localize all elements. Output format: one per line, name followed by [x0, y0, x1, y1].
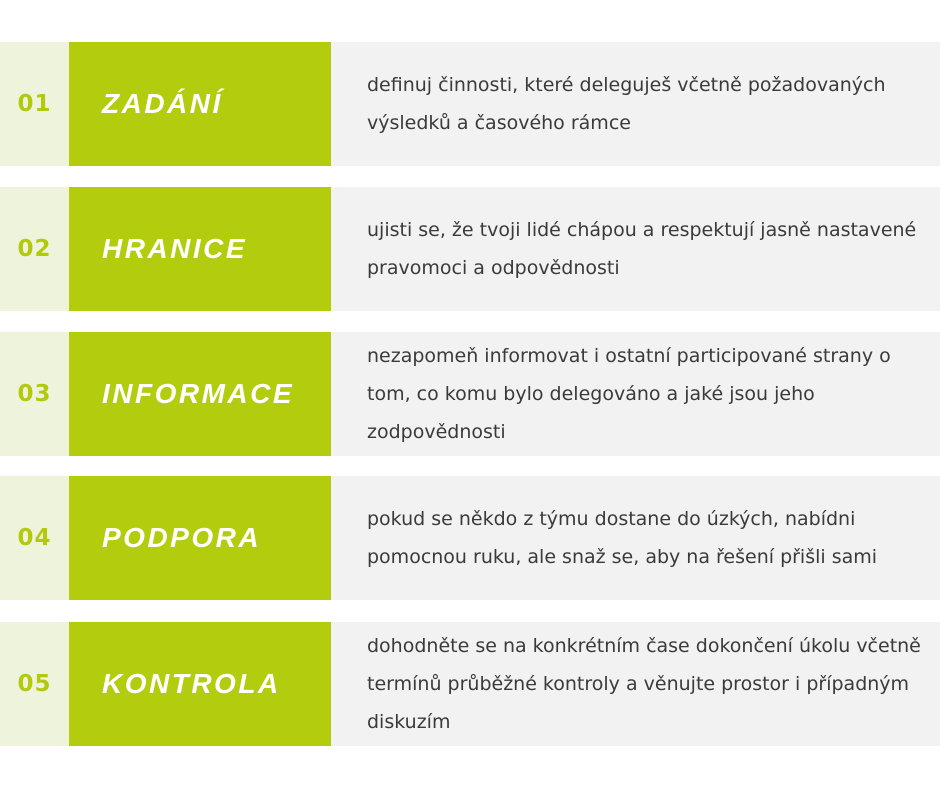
step-description-text: nezapomeň informovat i ostatní participované strany o tom, co komu bylo delegováno a jaké jsou jeho zodpovědnosti: [367, 345, 891, 443]
step-description-text: definuj činnosti, které deleguješ včetně požadovaných výsledků a časového rámce: [367, 74, 886, 134]
step-title: KONTROLA: [69, 622, 331, 746]
step-number: 01: [0, 42, 69, 166]
step-title: HRANICE: [69, 187, 331, 311]
step-title: PODPORA: [69, 476, 331, 600]
step-description: [331, 332, 940, 456]
step-description: [331, 476, 940, 600]
step-number: 04: [0, 476, 69, 600]
step-number: 02: [0, 187, 69, 311]
step-row-3: [0, 332, 940, 456]
step-description: [331, 622, 940, 746]
step-description-text: dohodněte se na konkrétním čase dokončení úkolu včetně termínů průběžné kontroly a věnujte prostor i případným diskuzím: [367, 635, 921, 733]
step-title: ZADÁNÍ: [69, 42, 331, 166]
step-number: 05: [0, 622, 69, 746]
step-row-2: [0, 187, 940, 311]
step-description: [331, 42, 940, 166]
step-description: [331, 187, 940, 311]
step-number: 03: [0, 332, 69, 456]
step-row-4: [0, 476, 940, 600]
step-title: INFORMACE: [69, 332, 331, 456]
step-row-1: [0, 42, 940, 166]
step-description-text: ujisti se, že tvoji lidé chápou a respektují jasně nastavené pravomoci a odpovědnosti: [367, 219, 917, 279]
step-description-text: pokud se někdo z týmu dostane do úzkých, nabídni pomocnou ruku, ale snaž se, aby na řešení přišli sami: [367, 508, 878, 568]
step-row-5: [0, 622, 940, 746]
